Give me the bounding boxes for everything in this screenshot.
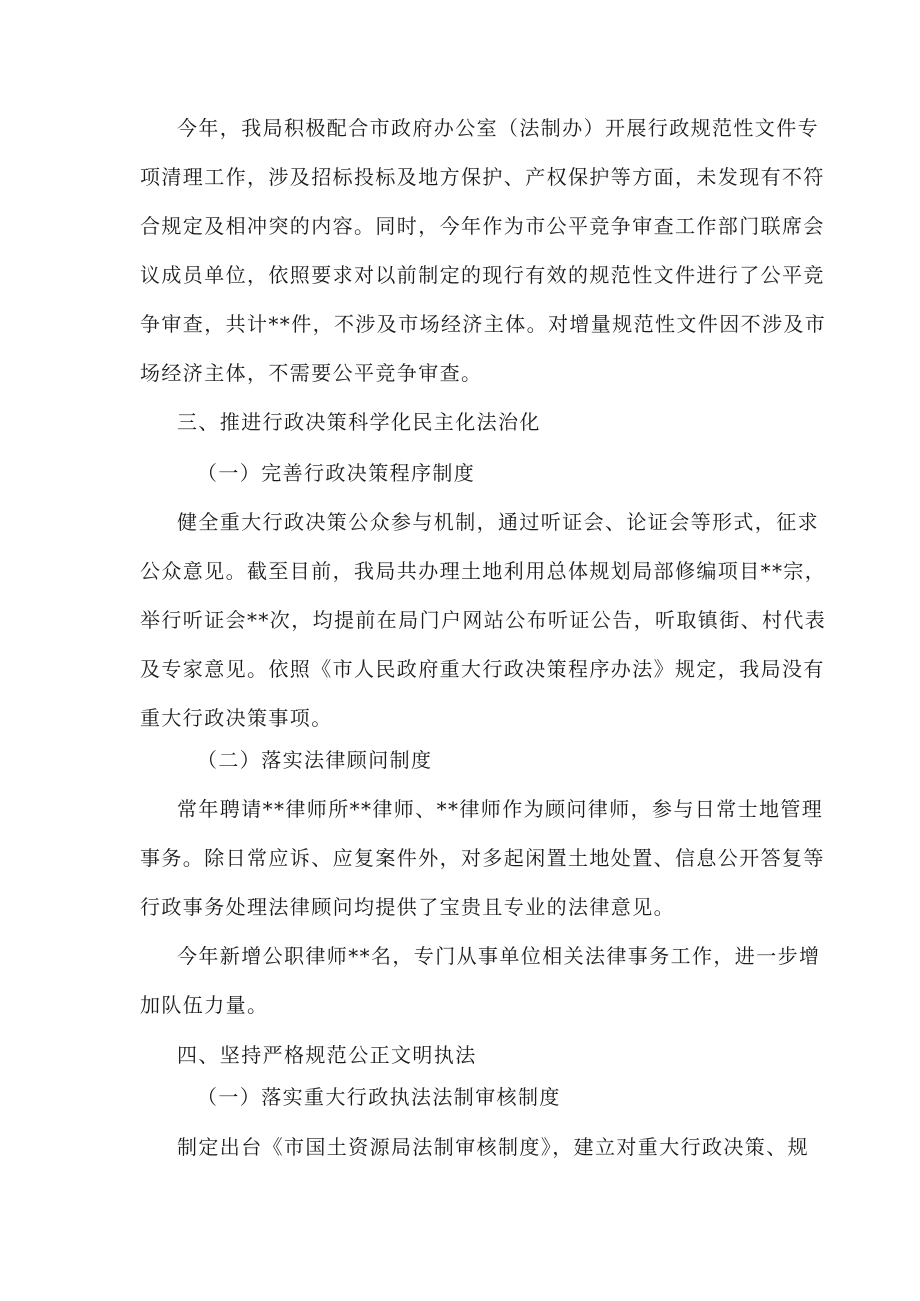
text-line: 制定出台《市国土资源局法制审核制度》，建立对重大行政决策、规 — [177, 1135, 809, 1159]
text-line: 项清理工作，涉及招标投标及地方保护、产权保护等方面，未发现有不符 — [140, 165, 825, 189]
section-title: 三、推进行政决策科学化民主化法治化 — [177, 410, 541, 434]
text-line: 今年，我局积极配合市政府办公室（法制办）开展行政规范性文件专 — [177, 116, 819, 140]
section-title: 四、坚持严格规范公正文明执法 — [177, 1043, 477, 1067]
subsection-title: （一）落实重大行政执法法制审核制度 — [197, 1085, 561, 1109]
text-line: 常年聘请**律师所**律师、**律师作为顾问律师，参与日常士地管理 — [177, 797, 824, 821]
text-line: 加队伍力量。 — [140, 993, 269, 1017]
text-line: 事务。除日常应诉、应复案件外，对多起闲置土地处置、信息公开答复等 — [140, 846, 825, 870]
subsection-title: （一）完善行政决策程序制度 — [197, 461, 476, 485]
text-line: 及专家意见。依照《市人民政府重大行政决策程序办法》规定，我局没有 — [140, 657, 825, 681]
text-line: 争审查，共计**件，不涉及市场经济主体。对增量规范性文件因不涉及市 — [140, 312, 827, 336]
text-line: 合规定及相冲突的内容。同时，今年作为市公平竞争审查工作部门联席会 — [140, 214, 825, 238]
text-line: 健全重大行政决策公众参与机制，通过听证会、论证会等形式，征求 — [177, 510, 819, 534]
text-line: 重大行政决策事项。 — [140, 706, 333, 730]
text-line: 行政事务处理法律顾问均提供了宝贵且专业的法律意见。 — [140, 895, 675, 919]
text-line: 今年新增公职律师**名，专门从事单位相关法律事务工作，进一步增 — [177, 944, 821, 968]
text-line: 举行听证会**次，均提前在局门户网站公布听证公告，听取镇街、村代表 — [140, 608, 827, 632]
subsection-title: （二）落实法律顾问制度 — [197, 748, 433, 772]
text-line: 公众意见。截至目前，我局共办理土地利用总体规划局部修编项目**宗， — [140, 559, 827, 583]
text-line: 议成员单位，依照要求对以前制定的现行有效的规范性文件进行了公平竞 — [140, 263, 825, 287]
text-line: 场经济主体，不需要公平竞争审查。 — [140, 361, 483, 385]
